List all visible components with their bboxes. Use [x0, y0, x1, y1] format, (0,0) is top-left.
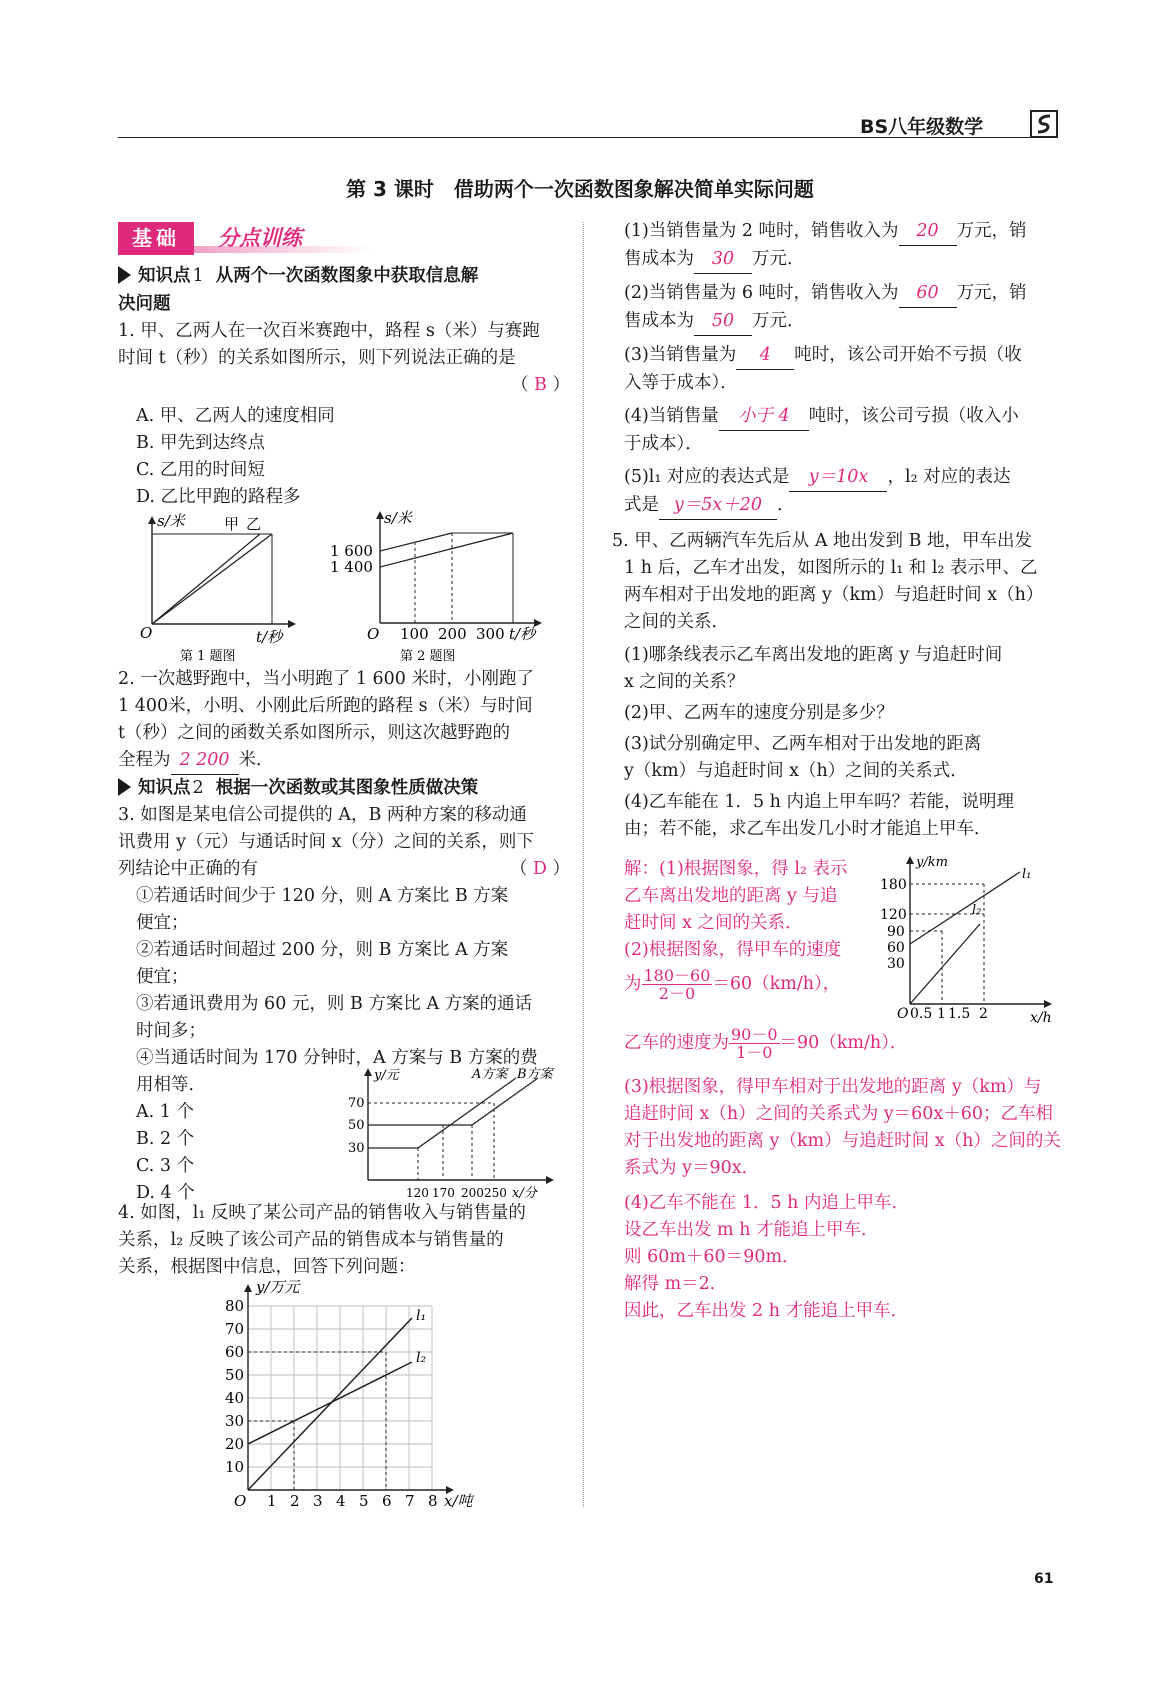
- figure-3: [340, 1066, 565, 1206]
- knowledge-point-1: 知识点 1 从两个一次函数图象中获取信息解 决问题: [118, 266, 479, 314]
- fig4-ytick-30: 30: [225, 1412, 245, 1430]
- answer-q4-1b: 30: [694, 246, 752, 274]
- knowledge-point-2: 知识点 2 根据一次函数或其图象性质做决策: [118, 774, 573, 802]
- fig2-ytick-1400: 1 400: [330, 558, 373, 576]
- line-l2: [248, 1362, 412, 1444]
- fig3-xtick-170: 170: [432, 1186, 455, 1200]
- figure-5: [880, 852, 1060, 1030]
- lesson-title: 第 3 课时 借助两个一次函数图象解决简单实际问题: [346, 177, 814, 201]
- solution-q5-part3: (3)根据图象，得甲车相对于出发地的距离 y（km）与 追赶时间 x（h）之间的关系式为 y＝60x＋60；乙车相 对于出发地的距离 y（km）与追赶时间 x（h）之间的关 系式为 y＝90x．: [624, 1077, 1061, 1178]
- fig5-xtick-2: 2: [979, 1006, 988, 1022]
- fig1-caption: 第 1 题图: [180, 649, 236, 662]
- line-l1: [248, 1318, 412, 1490]
- fig5-series-l2: l₂: [972, 903, 982, 918]
- figure-2: [328, 505, 548, 663]
- fig5-ytick-60: 60: [887, 940, 905, 956]
- answer-q4-1a: 20: [899, 218, 957, 246]
- question-2: 2. 一次越野跑中，当小明跑了 1 600 米时，小刚跑了 1 400米，小明、小刚此后所跑的路程 s（米）与时间 t（秒）之间的函数关系如图所示，则这次越野跑的 全程为 2 200 米．: [118, 666, 578, 775]
- option-c: C. 乙用的时间短: [136, 460, 265, 480]
- fig5-ytick-90: 90: [887, 924, 905, 940]
- option-c: C. 3 个: [136, 1156, 195, 1176]
- publisher-logo: [1030, 110, 1058, 138]
- fig4-xtick-3: 3: [313, 1492, 323, 1510]
- answer-q4-5b: y＝5x＋20: [659, 492, 777, 520]
- fig3-ylabel: y/元: [374, 1068, 399, 1083]
- fig4-xtick-5: 5: [359, 1492, 369, 1510]
- fig5-ytick-30: 30: [887, 956, 905, 972]
- fig1-series-jia: 甲: [224, 515, 240, 533]
- fig1-series-yi: 乙: [246, 515, 262, 533]
- banner-basic: 基础: [118, 222, 194, 255]
- fig3-ytick-50: 50: [348, 1118, 365, 1133]
- plan-b-rise: [472, 1078, 538, 1125]
- fig4-xtick-6: 6: [382, 1492, 392, 1510]
- fig1-origin: O: [140, 624, 153, 642]
- question-3: 3. 如图是某电信公司提供的 A，B 两种方案的移动通 讯费用 y（元）与通话时间 x（分）之间的关系，则下 列结论中正确的有 （ D ） ①若通话时间少于 120 分，则 A 方案比 B 方案 便宜； ②若通话时间超过 200 分，则 B 方案比 A 方案 便宜； ③若通讯费用为 60 元，则 B 方案比 A 方案的通话 时间多； ④当通话时间为 170 分钟时，A 方案与 B 方案的费 用相等． A. 1 个 B. 2 个 C. 3 个 D. 4 个: [118, 802, 578, 1207]
- triangle-marker-icon: [118, 778, 131, 796]
- triangle-marker-icon: [118, 266, 131, 284]
- fig2-xlabel: t/秒: [509, 625, 536, 643]
- fig1-xlabel: t/秒: [256, 628, 283, 646]
- plan-a-rise: [418, 1078, 516, 1148]
- fig4-ytick-60: 60: [225, 1343, 245, 1361]
- fig2-xtick-300: 300: [476, 625, 505, 643]
- banner-training: 分点训练: [218, 226, 302, 250]
- answer-q4-2a: 60: [899, 280, 957, 308]
- fig5-ylabel: y/km: [916, 855, 948, 870]
- fig5-ytick-180: 180: [880, 877, 907, 893]
- fig5-origin: O: [897, 1006, 909, 1022]
- figure-4: [222, 1278, 487, 1510]
- fig3-xtick-120: 120: [406, 1186, 429, 1200]
- solution-q5-part1: 解：(1)根据图象，得 l₂ 表示 乙车离出发地的距离 y 与追 赶时间 x 之间的关系． (2)根据图象，得甲车的速度 为 $\frac{180-60}{2-0}$ ＝60（km/h），: [624, 859, 848, 1003]
- figure-1: [138, 512, 308, 662]
- fig4-ytick-50: 50: [225, 1366, 245, 1384]
- answer-q1: B: [534, 375, 547, 395]
- fig4-xlabel: x/吨: [444, 1492, 473, 1510]
- fig2-ytick-1600: 1 600: [330, 542, 373, 560]
- solution-q5-part4: (4)乙车不能在 1．5 h 内追上甲车． 设乙车出发 m h 才能追上甲车． 则 60m＋60＝90m． 解得 m＝2． 因此，乙车出发 2 h 才能追上甲车．: [624, 1193, 910, 1321]
- line-l1: [910, 872, 1020, 944]
- statement-1: ①若通话时间少于 120 分，则 A 方案比 B 方案: [136, 886, 509, 906]
- fig4-ytick-40: 40: [225, 1389, 245, 1407]
- fig3-ytick-70: 70: [348, 1096, 365, 1111]
- fig4-ytick-20: 20: [225, 1435, 245, 1453]
- answer-q4-4: 小于 4: [719, 403, 809, 431]
- statement-3: ③若通讯费用为 60 元，则 B 方案比 A 方案的通话: [136, 994, 533, 1014]
- column-divider: [583, 222, 584, 1507]
- fig4-series-l2: l₂: [416, 1350, 427, 1366]
- option-b: B. 2 个: [136, 1129, 195, 1149]
- fig3-xtick-200: 200: [461, 1186, 484, 1200]
- fig2-xtick-100: 100: [400, 625, 429, 643]
- answer-q2: 2 200: [171, 747, 239, 775]
- fig5-xtick-0.5: 0.5: [910, 1006, 933, 1022]
- line-yi: [152, 534, 272, 624]
- fig3-xtick-250: 250: [484, 1186, 507, 1200]
- fig2-ylabel: s/米: [384, 509, 412, 527]
- fig4-ytick-10: 10: [225, 1458, 245, 1476]
- question-5: 5. 甲、乙两辆汽车先后从 A 地出发到 B 地，甲车出发 1 h 后，乙车才出发，如图所示的 l₁ 和 l₂ 表示甲、乙 两车相对于出发地的距离 y（km）与追赶时间 x（h） 之间的关系． (1)哪条线表示乙车离出发地的距离 y 与追赶时间 x 之间的关系？ (2)甲、乙两车的速度分别是多少？ (3)试分别确定甲、乙两车相对于出发地的距离 y（km）与追赶时间 x（h）之间的关系式． (4)乙车能在 1．5 h 内追上甲车吗？若能，说明理 由；若不能，求乙车出发几小时才能追上甲车．: [612, 531, 1044, 839]
- line-jia: [152, 534, 260, 624]
- fig4-xtick-8: 8: [428, 1492, 438, 1510]
- fig2-origin: O: [367, 625, 380, 643]
- question-4-parts: (1)当销售量为 2 吨时，销售收入为 20 万元，销 售成本为 30 万元． (2)当销售量为 6 吨时，销售收入为 60 万元，销 售成本为 50 万元． (3)当销售量为 4 吨时，该公司开始不亏损（收 入等于成本）． (4)当销售量 小于 4 吨时，该公司亏损（收入小 于成本）． (5)l₁ 对应的表达式是 y＝10x ，l₂ 对应的表达 式是 y＝5x＋20 ．: [624, 218, 1058, 520]
- fig4-xtick-1: 1: [267, 1492, 277, 1510]
- fig5-xtick-1.5: 1.5: [948, 1006, 971, 1022]
- fig3-xlabel: x/分: [512, 1186, 537, 1201]
- fig5-xtick-1: 1: [937, 1006, 946, 1022]
- answer-q4-3: 4: [736, 342, 794, 370]
- question-4-stem: 4. 如图，l₁ 反映了某公司产品的销售收入与销售量的 关系，l₂ 反映了该公司产品的销售成本与销售量的 关系，根据图中信息，回答下列问题：: [118, 1203, 526, 1277]
- fig4-xtick-4: 4: [336, 1492, 346, 1510]
- header-rule: [118, 137, 1058, 138]
- fig3-series-b: B方案: [517, 1067, 553, 1082]
- fig3-ytick-30: 30: [348, 1141, 365, 1156]
- option-d: D. 乙比甲跑的路程多: [136, 487, 301, 507]
- fig1-ylabel: s/米: [157, 512, 185, 530]
- fig3-series-a: A方案: [472, 1067, 508, 1082]
- book-title: BS八年级数学: [860, 116, 984, 138]
- fig4-origin: O: [234, 1492, 247, 1510]
- option-a: A. 甲、乙两人的速度相同: [136, 406, 335, 426]
- question-1: 1. 甲、乙两人在一次百米赛跑中，路程 s（米）与赛跑 时间 t（秒）的关系如图所示，则下列说法正确的是 （ B ） A. 甲、乙两人的速度相同 B. 甲先到达终点 C. 乙用的时间短 D. 乙比甲跑的路程多: [118, 318, 578, 511]
- fig4-ytick-80: 80: [225, 1297, 245, 1315]
- fig4-xtick-7: 7: [405, 1492, 415, 1510]
- option-a: A. 1 个: [136, 1102, 194, 1122]
- fig2-caption: 第 2 题图: [400, 649, 456, 663]
- fig4-ylabel: y/万元: [256, 1278, 300, 1296]
- answer-q3: D: [532, 859, 547, 879]
- fig4-series-l1: l₁: [416, 1308, 427, 1324]
- line-l2: [910, 924, 980, 1004]
- fig5-xlabel: x/h: [1030, 1010, 1052, 1026]
- fig5-ytick-120: 120: [880, 907, 907, 923]
- option-b: B. 甲先到达终点: [136, 433, 265, 453]
- solution-q5-speed-yi: 乙车的速度为 $\frac{90-0}{1-0}$ ＝90（km/h）．: [624, 1025, 908, 1062]
- statement-2: ②若通话时间超过 200 分，则 B 方案比 A 方案: [136, 940, 509, 960]
- fig4-ytick-70: 70: [225, 1320, 245, 1338]
- fig4-xtick-2: 2: [290, 1492, 300, 1510]
- statement-4: ④当通话时间为 170 分钟时，A 方案与 B 方案的费: [136, 1048, 538, 1068]
- answer-q4-5a: y＝10x: [789, 464, 887, 492]
- answer-q4-2b: 50: [694, 308, 752, 336]
- option-d: D. 4 个: [136, 1183, 195, 1203]
- fig5-series-l1: l₁: [1022, 867, 1032, 882]
- page-number: 61: [1034, 1571, 1054, 1587]
- fig2-xtick-200: 200: [438, 625, 467, 643]
